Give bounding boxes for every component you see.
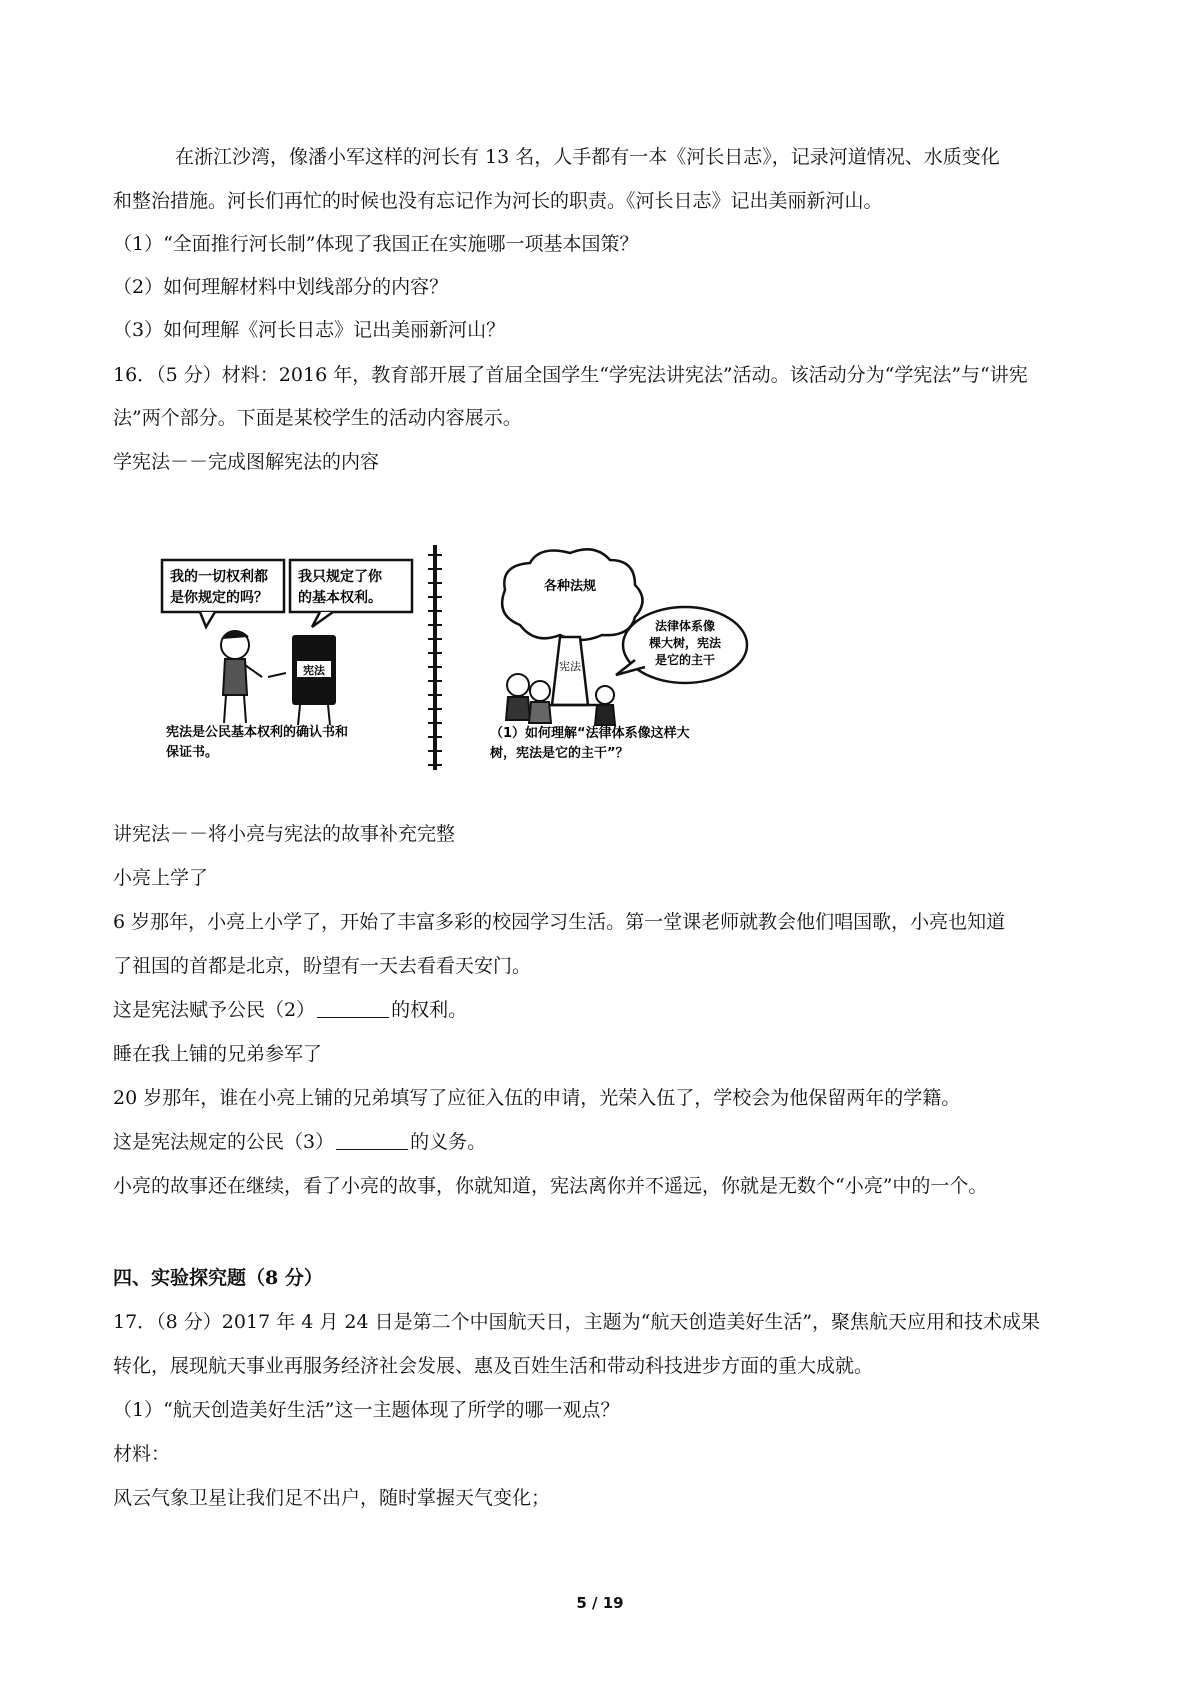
question-16-stem: 法”两个部分。下面是某校学生的活动内容展示。 [113, 407, 522, 429]
question-15-2: （2）如何理解材料中划线部分的内容？ [113, 276, 449, 298]
material-line: 风云气象卫星让我们足不出户，随时掌握天气变化； [113, 1487, 551, 1509]
left-caption: 保证书。 [166, 745, 219, 760]
answer-blank[interactable] [317, 997, 389, 1018]
fill-text: 这是宪法规定的公民（3） [113, 1131, 335, 1153]
book-label: 宪法 [303, 664, 325, 677]
left-caption: 宪法是公民基本权利的确认书和 [166, 725, 349, 740]
story-title: 睡在我上铺的兄弟参军了 [113, 1043, 323, 1065]
bubble-text: 是你规定的吗？ [170, 590, 268, 606]
fill-blank-2 [113, 996, 1103, 1024]
fill-text: 这是宪法赋予公民（2） [113, 999, 316, 1021]
story-line: 小亮的故事还在继续，看了小亮的故事，你就知道，宪法离你并不遥远，你就是无数个“小亮”中的一个。 [113, 1175, 988, 1197]
fill-text: 的权利。 [391, 999, 468, 1021]
right-caption: 树，宪法是它的主干”？ [490, 746, 629, 761]
bubble-text: 的基本权利。 [298, 590, 382, 606]
story-line: 6 岁那年，小亮上小学了，开始了丰富多彩的校园学习生活。第一堂课老师就教会他们唱国歌，小亮也知道 [113, 911, 1006, 933]
tell-constitution-heading: 讲宪法－－将小亮与宪法的故事补充完整 [113, 823, 456, 845]
right-caption: （1）如何理解“法律体系像这样大 [490, 726, 690, 741]
material-label: 材料： [113, 1443, 171, 1465]
tree-crown-text: 各种法规 [543, 579, 597, 594]
question-15-1: （1）“全面推行河长制”体现了我国正在实施哪一项基本国策？ [113, 233, 639, 255]
cartoon-illustration [140, 545, 800, 785]
section-4-heading: 四、实验探究题（8 分） [113, 1267, 323, 1289]
story-line: 20 岁那年，谁在小亮上铺的兄弟填写了应征入伍的申请，光荣入伍了，学校会为他保留两年的学籍。 [113, 1087, 961, 1109]
question-17-stem: 转化，展现航天事业再服务经济社会发展、惠及百姓生活和带动科技进步方面的重大成就。 [113, 1355, 874, 1377]
bubble-text: 我的一切权利都 [170, 569, 268, 585]
person-speech-bubble [162, 560, 284, 627]
story-title: 小亮上学了 [113, 867, 209, 889]
learn-constitution-heading: 学宪法－－完成图解宪法的内容 [113, 451, 380, 473]
fill-text: 的义务。 [410, 1131, 487, 1153]
question-17-1: （1）“航天创造美好生活”这一主题体现了所学的哪一观点？ [113, 1399, 620, 1421]
book-speech-bubble [290, 560, 412, 627]
constitution-book [268, 635, 336, 725]
constitution-cartoon-figure [140, 545, 800, 785]
paragraph-line: 和整治措施。河长们再忙的时候也没有忘记作为河长的职责。《河长日志》记出美丽新河山。 [113, 190, 883, 212]
bubble-text: 棵大树，宪法 [648, 636, 722, 650]
story-line: 了祖国的首都是北京，盼望有一天去看看天安门。 [113, 955, 532, 977]
person-figure [221, 631, 262, 723]
bubble-text: 法律体系像 [654, 619, 716, 633]
bubble-text: 我只规定了你 [298, 569, 382, 585]
question-16-stem: 16．（5 分）材料：2016 年，教育部开展了首届全国学生“学宪法讲宪法”活动。该活动分为“学宪法”与“讲宪 [113, 364, 1028, 386]
trunk-label: 宪法 [559, 660, 581, 673]
question-17-stem: 17．（8 分）2017 年 4 月 24 日是第二个中国航天日，主题为“航天创造美好生活”，聚焦航天应用和技术成果 [113, 1311, 1041, 1333]
binding-divider [428, 545, 442, 770]
question-15-3: （3）如何理解《河长日志》记出美丽新河山？ [113, 319, 506, 341]
bubble-text: 是它的主干 [654, 653, 716, 667]
answer-blank[interactable] [336, 1129, 408, 1150]
page-number: 5 / 19 [576, 1594, 624, 1612]
paragraph-line: 在浙江沙湾，像潘小军这样的河长有 13 名，人手都有一本《河长日志》，记录河道情况、水质变化 [175, 146, 1000, 168]
fill-blank-3 [113, 1128, 1103, 1156]
